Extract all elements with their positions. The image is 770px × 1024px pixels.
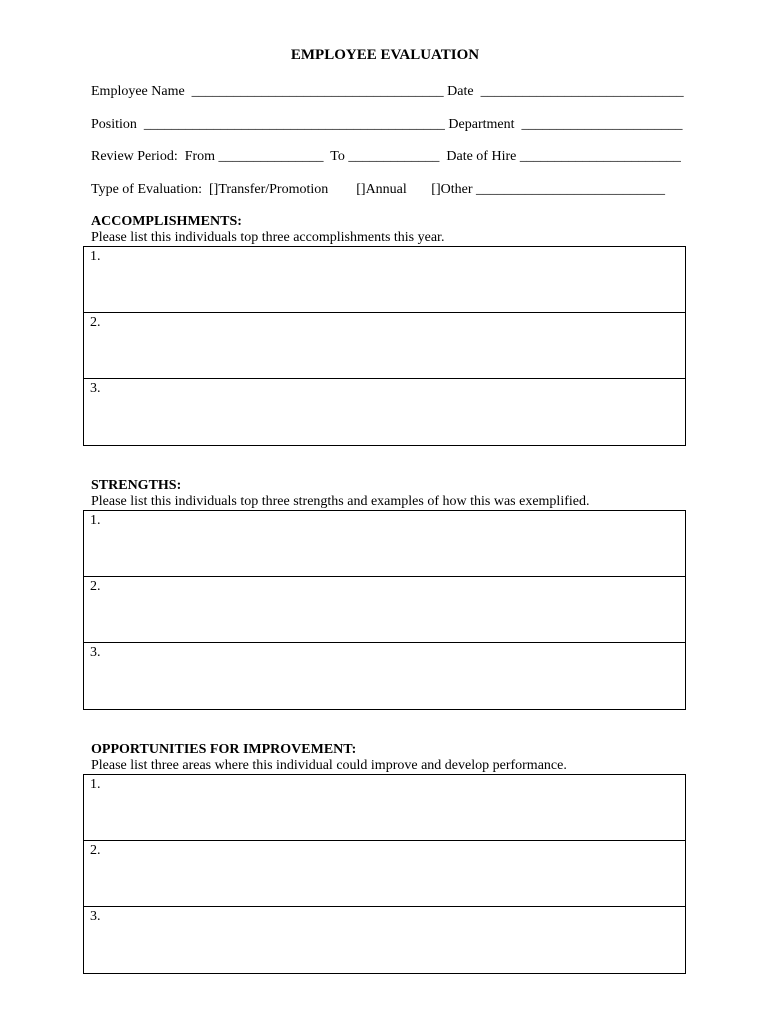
employee-name-date-line[interactable]: Employee Name ____________________________________ Date _____________________________ bbox=[91, 84, 684, 99]
improvement-instruction: Please list three areas where this individual could improve and develop performance. bbox=[91, 758, 567, 773]
strengths-box bbox=[83, 510, 686, 710]
accomplishment-row-3[interactable]: 3. bbox=[90, 381, 101, 396]
accomplishment-row-2[interactable]: 2. bbox=[84, 313, 685, 379]
strengths-instruction: Please list this individuals top three strengths and examples of how this was exemplified. bbox=[91, 494, 590, 509]
improvement-row-1[interactable]: 1. bbox=[84, 775, 685, 841]
improvement-heading: OPPORTUNITIES FOR IMPROVEMENT: bbox=[91, 742, 357, 757]
page-title: EMPLOYEE EVALUATION bbox=[290, 47, 480, 63]
accomplishments-heading: ACCOMPLISHMENTS: bbox=[91, 214, 242, 229]
improvement-box bbox=[83, 774, 686, 974]
position-department-line[interactable]: Position ___________________________________________ Department _______________________ bbox=[91, 117, 683, 132]
accomplishment-row-1[interactable]: 1. bbox=[84, 247, 685, 313]
accomplishments-box bbox=[83, 246, 686, 446]
accomplishments-instruction: Please list this individuals top three accomplishments this year. bbox=[91, 230, 445, 245]
strengths-heading: STRENGTHS: bbox=[91, 478, 182, 493]
evaluation-type-line[interactable]: Type of Evaluation: []Transfer/Promotion []Annual []Other ___________________________ bbox=[91, 182, 665, 197]
strength-row-1[interactable]: 1. bbox=[84, 511, 685, 577]
review-period-line[interactable]: Review Period: From _______________ To _____________ Date of Hire _______________________ bbox=[91, 149, 681, 164]
strength-row-3[interactable]: 3. bbox=[90, 645, 101, 660]
improvement-row-2[interactable]: 2. bbox=[84, 841, 685, 907]
improvement-row-3[interactable]: 3. bbox=[90, 909, 101, 924]
strength-row-2[interactable]: 2. bbox=[84, 577, 685, 643]
